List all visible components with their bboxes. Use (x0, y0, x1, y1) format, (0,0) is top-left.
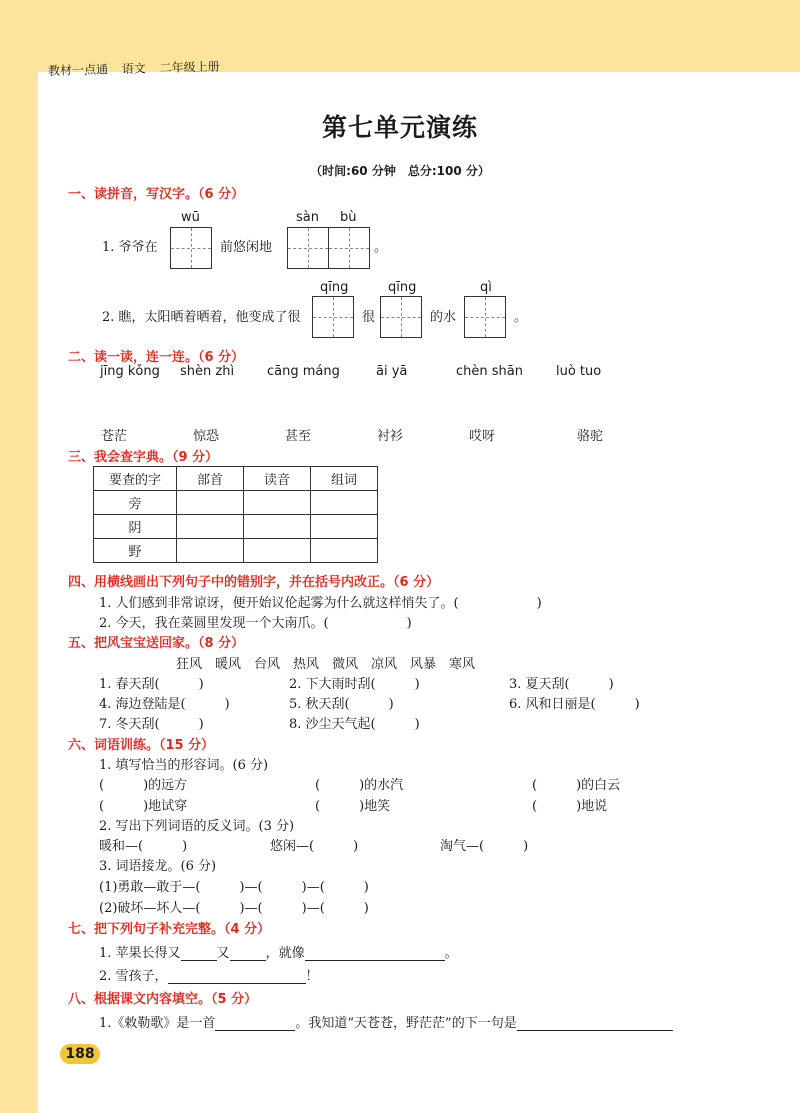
q1-line2-end: 。 (514, 310, 528, 325)
adjective-blank[interactable]: ( )地笑 (315, 799, 391, 814)
blank-line[interactable] (168, 969, 306, 984)
adjective-blank[interactable]: ( )的远方 (99, 778, 188, 793)
answer-cell[interactable] (311, 539, 378, 563)
answer-cell[interactable] (177, 539, 244, 563)
q7-s2-part-a: 2. 雪孩子， (99, 969, 168, 984)
wind-word-bank: 狂风 暖风 台风 热风 微风 凉风 风暴 寒风 (176, 657, 476, 672)
answer-cell[interactable] (311, 491, 378, 515)
pinyin-qing-1: qīng (320, 280, 349, 295)
table-header: 组词 (311, 467, 378, 491)
pinyin-option[interactable]: chèn shān (456, 364, 523, 379)
wind-item[interactable]: 5. 秋天刮( ) (289, 697, 394, 712)
wind-item[interactable]: 3. 夏天刮( ) (509, 677, 614, 692)
pinyin-option[interactable]: shèn zhì (180, 364, 235, 379)
section-2-heading: 二、读一读，连一连。（6 分） (68, 350, 245, 365)
wind-item[interactable]: 8. 沙尘天气起( ) (289, 717, 420, 732)
section-4-heading: 四、用横线画出下列句子中的错别字，并在括号内改正。（6 分） (68, 575, 440, 590)
q1-line1-mid: 前悠闲地 (220, 240, 273, 255)
table-header: 要查的字 (94, 467, 177, 491)
q7-s1-part-b: 又 (216, 946, 230, 961)
wind-item[interactable]: 4. 海边登陆是( ) (99, 697, 230, 712)
subject-name: 语文 (121, 61, 147, 77)
wind-item[interactable]: 2. 下大雨时刮( ) (289, 677, 420, 692)
table-row (94, 539, 378, 563)
q4-sentence-2[interactable]: 2. 今天，我在菜圆里发现一个大南爪。( ) (99, 616, 412, 631)
answer-cell[interactable] (244, 539, 311, 563)
tianzige-box[interactable] (312, 296, 354, 338)
pinyin-option[interactable]: cāng máng (267, 364, 340, 379)
antonym-blank[interactable]: 淘气—( ) (440, 839, 529, 854)
section-1-heading: 一、读拼音，写汉字。（6 分） (68, 187, 245, 202)
word-option[interactable]: 哎呀 (469, 429, 496, 444)
wind-item[interactable]: 7. 冬天刮( ) (99, 717, 204, 732)
q1-line2-mid: 很 (362, 310, 376, 325)
blank-line[interactable] (305, 946, 445, 961)
q7-sentence-2 (99, 965, 319, 984)
time-score-info: （时间:60 分钟 总分:100 分） (310, 164, 490, 178)
word-option[interactable]: 骆驼 (577, 429, 604, 444)
tianzige-box[interactable] (328, 227, 370, 269)
q7-s2-part-b: ！ (305, 969, 319, 984)
tianzige-box[interactable] (170, 227, 212, 269)
blank-line[interactable] (215, 1016, 295, 1031)
section-5-heading: 五、把风宝宝送回家。（8 分） (68, 636, 245, 651)
section-7-heading: 七、把下列句子补充完整。（4 分） (68, 922, 271, 937)
table-header: 读音 (244, 467, 311, 491)
tianzige-box[interactable] (464, 296, 506, 338)
pinyin-san: sàn (296, 210, 319, 225)
lookup-char: 野 (94, 539, 177, 563)
q6-part-2: 2. 写出下列词语的反义词。(3 分) (99, 819, 295, 834)
section-3-heading: 三、我会查字典。（9 分） (68, 450, 219, 465)
pinyin-wu: wū (181, 210, 200, 225)
adjective-blank[interactable]: ( )的白云 (532, 778, 621, 793)
pinyin-qing-2: qīng (388, 280, 417, 295)
pinyin-qi: qì (480, 280, 492, 295)
answer-cell[interactable] (177, 491, 244, 515)
antonym-blank[interactable]: 悠闲—( ) (270, 839, 359, 854)
q6-part-3: 3. 词语接龙。(6 分) (99, 859, 217, 874)
table-row (94, 515, 378, 539)
lookup-char: 阴 (94, 515, 177, 539)
tianzige-box[interactable] (287, 227, 329, 269)
book-name: 教材一点通 (47, 62, 109, 78)
dictionary-table (93, 466, 378, 563)
q7-sentence-1 (99, 942, 458, 961)
adjective-blank[interactable]: ( )的水汽 (315, 778, 404, 793)
section-6-heading: 六、词语训练。（15 分） (68, 738, 215, 753)
q1-line1-prefix: 1. 爷爷在 (102, 240, 158, 255)
q8-part-b: 。我知道“天苍苍，野茫茫”的下一句是 (295, 1016, 517, 1031)
table-row (94, 491, 378, 515)
section-8-heading: 八、根据课文内容填空。（5 分） (68, 992, 258, 1007)
adjective-blank[interactable]: ( )地试穿 (99, 799, 188, 814)
q6-part-1: 1. 填写恰当的形容词。(6 分) (99, 758, 269, 773)
page-title: 第七单元演练 (321, 113, 478, 142)
q1-line2-prefix: 2. 瞧，太阳晒着晒着，他变成了很 (102, 310, 301, 325)
pinyin-bu: bù (340, 210, 357, 225)
tianzige-box[interactable] (380, 296, 422, 338)
q8-part-a: 1.《敕勒歌》是一首 (99, 1016, 216, 1031)
q7-s1-part-c: ，就像 (265, 946, 305, 961)
page-number: 188 (60, 1044, 100, 1064)
grade-name: 二年级上册 (159, 59, 220, 76)
table-header: 部首 (177, 467, 244, 491)
pinyin-option[interactable]: āi yā (376, 364, 408, 379)
word-chain-2[interactable]: (2)破坏—坏人—( )—( )—( ) (99, 901, 369, 916)
lookup-char: 旁 (94, 491, 177, 515)
wind-item[interactable]: 6. 风和日丽是( ) (509, 697, 640, 712)
q7-s1-part-a: 1. 苹果长得又 (99, 946, 181, 961)
pinyin-option[interactable]: luò tuo (556, 364, 602, 379)
word-chain-1[interactable]: (1)勇敢—敢于—( )—( )—( ) (99, 880, 369, 895)
word-option[interactable]: 惊恐 (193, 429, 220, 444)
blank-line[interactable] (517, 1016, 673, 1031)
word-option[interactable]: 衬衫 (377, 429, 404, 444)
answer-cell[interactable] (177, 515, 244, 539)
antonym-blank[interactable]: 暖和—( ) (99, 839, 188, 854)
pinyin-option[interactable]: jīng kǒng (100, 364, 160, 379)
q1-line1-end: 。 (374, 240, 388, 255)
q7-s1-part-d: 。 (444, 946, 458, 961)
answer-cell[interactable] (244, 515, 311, 539)
q1-line2-mid2: 的水 (430, 310, 457, 325)
wind-item[interactable]: 1. 春天刮( ) (99, 677, 204, 692)
answer-cell[interactable] (311, 515, 378, 539)
answer-cell[interactable] (244, 491, 311, 515)
blank-line[interactable] (230, 946, 266, 961)
q8-sentence (99, 1012, 673, 1031)
adjective-blank[interactable]: ( )地说 (532, 799, 608, 814)
blank-line[interactable] (181, 946, 217, 961)
word-option[interactable]: 甚至 (285, 429, 312, 444)
q4-sentence-1[interactable]: 1. 人们感到非常谅讶，便开始议伦起雾为什么就这样悄失了。( ) (99, 596, 542, 611)
word-option[interactable]: 苍茫 (101, 429, 128, 444)
table-header-row (94, 467, 378, 491)
